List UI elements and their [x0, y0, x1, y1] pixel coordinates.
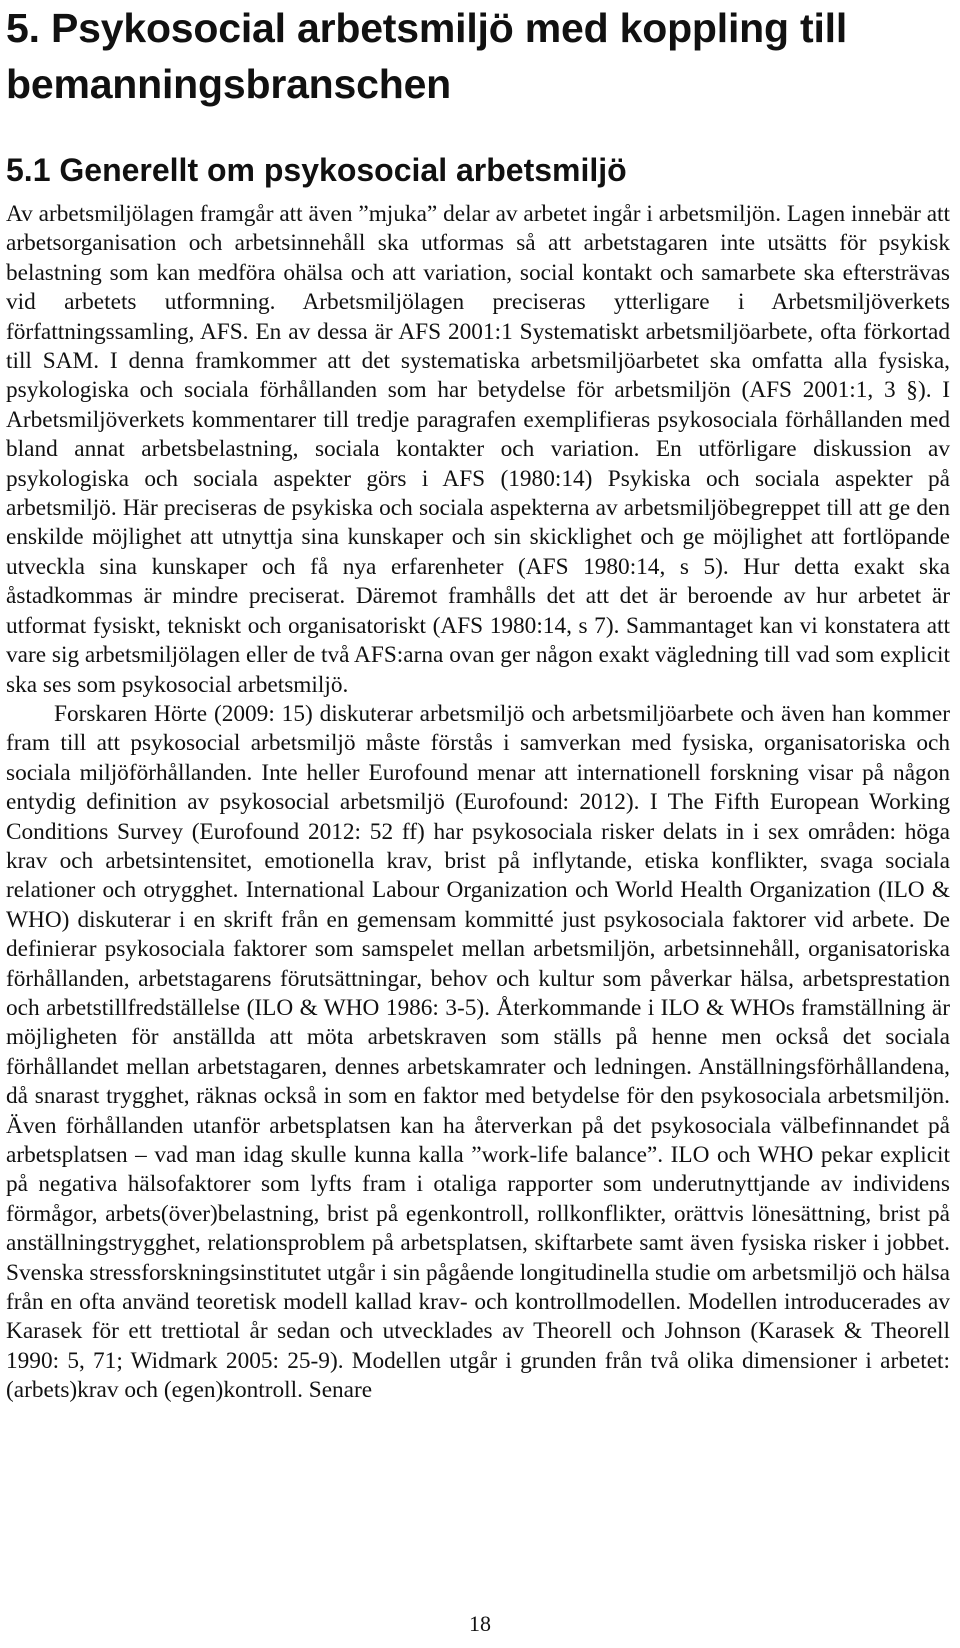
paragraph-2: Forskaren Hörte (2009: 15) diskuterar arbetsmiljö och arbetsmiljöarbete och även han kommer fram till att psykosocial arbetsmiljö måste förstås i samverkan med fysiska, organisatoriska och sociala miljöförhållanden. Inte heller Eurofound menar att internationell forskning visar på någon entydig definition av psykosocial arbetsmiljö (Eurofound: 2012). I The Fifth European Working Conditions Survey (Eurofound 2012: 52 ff) har psykosociala risker delats in i sex områden: höga krav och arbetsintensitet, emotionella krav, brist på inflytande, etiska konflikter, svaga sociala relationer och otrygghet. International Labour Organization och World Health Organization (ILO & WHO) diskuterar i en skrift från en gemensam kommitté just psykosociala faktorer vid arbete. De definierar psykosociala faktorer som samspelet mellan arbetsmiljön, arbetsinnehåll, organisatoriska förhållanden, arbetstagarens förutsättningar, behov och kultur som påverkar hälsa, arbetsprestation och arbetstillfredställelse (ILO & WHO 1986: 3-5). Återkommande i ILO & WHOs framställning är möjligheten för anställda att möta arbetskraven som ställs på henne men också det sociala förhållandet mellan arbetstagaren, dennes arbetskamrater och ledningen. Anställningsförhållandena, då snarast trygghet, räknas också in som en faktor med betydelse för den psykosociala arbetsmiljön. Även förhållanden utanför arbetsplatsen kan ha återverkan på det psykosociala välbefinnandet på arbetsplatsen – vad man idag skulle kunna kalla ”work-life balance”. ILO och WHO pekar explicit på negativa hälsofaktorer som lyfts fram i otaliga rapporter som underutnyttjande av individens förmågor, arbets(över)belastning, brist på egenkontroll, rollkonflikter, orättvis lönesättning, brist på anställningstrygghet, relationsproblem på arbetsplatsen, skiftarbete samt även fysiska risker i jobbet. Svenska stressforskningsinstitutet utgår i sin pågående longitudinella studie om arbetsmiljö och hälsa från en ofta använd teoretisk modell kallad krav- och kontrollmodellen. Modellen introducerades av Karasek för ett trettiotal år sedan och utvecklades av Theorell och Johnson (Karasek & Theorell 1990: 5, 71; Widmark 2005: 25-9). Modellen utgår i grunden från två olika dimensioner i arbetet: (arbets)krav och (egen)kontroll. Senare [6, 700, 951, 1404]
section-heading: 5.1 Generellt om psykosocial arbetsmiljö [6, 152, 627, 188]
paragraph-1: Av arbetsmiljölagen framgår att även ”mjuka” delar av arbetet ingår i arbetsmiljön. Lagen innebär att arbetsorganisation och arbetsinnehåll ska utformas så att arbetstagaren inte utsätts för psykisk belastning som kan medföra ohälsa och att variation, social kontakt och samarbete ska eftersträvas vid arbetets utformning. Arbetsmiljölagen preciseras ytterligare i Arbetsmiljöverkets författningssamling, AFS. En av dessa är AFS 2001:1 Systematiskt arbetsmiljöarbete, ofta förkortad till SAM. I denna framkommer att det systematiska arbetsmiljöarbetet ska omfatta alla fysiska, psykologiska och sociala förhållanden som har betydelse för arbetsmiljön (AFS 2001:1, 3 §). I Arbetsmiljöverkets kommentarer till tredje paragrafen exemplifieras psykosociala förhållanden med bland annat arbetsbelastning, sociala kontakter och variation. En utförligare diskussion av psykologiska och sociala aspekter görs i AFS (1980:14) Psykiska och sociala aspekter på arbetsmiljö. Här preciseras de psykiska och sociala aspekterna av arbetsmiljöbegreppet till att ge den enskilde möjlighet att utnyttja sina kunskaper och sin skicklighet och ge möjlighet att fortlöpande utveckla sina kunskaper och få nya erfarenheter (AFS 1980:14, s 5). Hur detta exakt ska åstadkommas är mindre preciserat. Däremot framhålls det att det är beroende av hur arbetet är utformat fysiskt, tekniskt och organisatoriskt (AFS 1980:14, s 7). Sammantaget kan vi konstatera att vare sig arbetsmiljölagen eller de två AFS:arna ovan ger någon exakt vägledning till vad som explicit ska ses som psykosocial arbetsmiljö. [6, 201, 950, 698]
page-number: 18 [469, 1611, 491, 1636]
chapter-heading: 5. Psykosocial arbetsmiljö med koppling till bemanningsbranschen [6, 5, 848, 107]
